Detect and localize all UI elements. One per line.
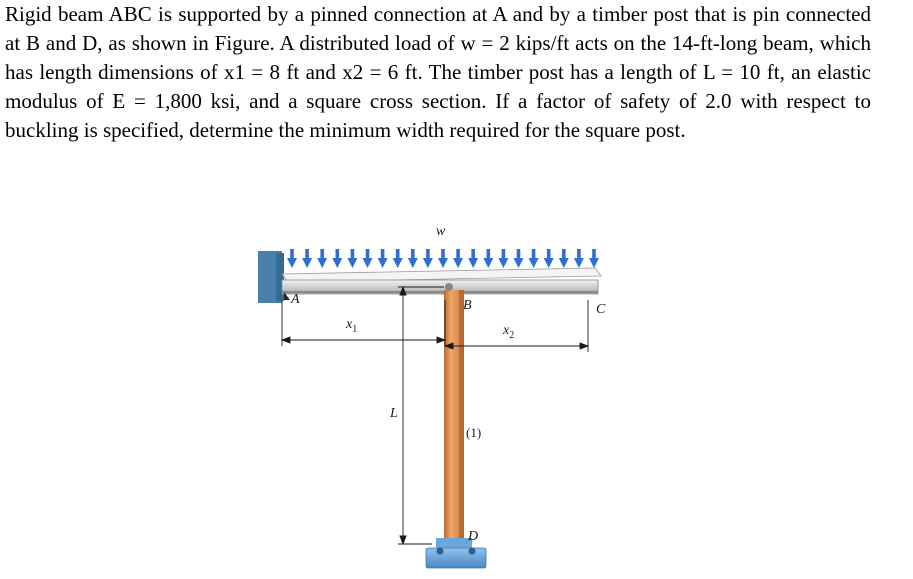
load-arrow-icon xyxy=(290,249,294,259)
load-arrow-head-icon xyxy=(559,258,569,268)
load-arrow-icon xyxy=(592,249,596,259)
load-arrow-head-icon xyxy=(393,258,403,268)
load-arrow-icon xyxy=(441,249,445,259)
load-arrow-head-icon xyxy=(347,258,357,268)
load-arrow-head-icon xyxy=(529,258,539,268)
load-arrow-head-icon xyxy=(378,258,388,268)
x1-label: $x_1$ xyxy=(346,317,358,335)
point-d-label: D xyxy=(468,529,479,544)
wall-support xyxy=(258,251,284,303)
load-arrow-icon xyxy=(366,249,370,259)
load-arrow-icon xyxy=(305,249,309,259)
member-label: (1) xyxy=(466,425,482,440)
load-arrow-head-icon xyxy=(589,258,599,268)
load-arrow-icon xyxy=(517,249,521,259)
load-arrow-icon xyxy=(532,249,536,259)
distributed-load-arrows xyxy=(287,249,599,268)
load-arrow-head-icon xyxy=(302,258,312,268)
load-arrow-icon xyxy=(320,249,324,259)
load-arrow-head-icon xyxy=(423,258,433,268)
point-c-label: C xyxy=(596,302,606,317)
length-label: L xyxy=(390,406,398,421)
load-arrow-icon xyxy=(487,249,491,259)
load-arrow-icon xyxy=(411,249,415,259)
load-arrow-head-icon xyxy=(363,258,373,268)
load-arrow-head-icon xyxy=(498,258,508,268)
beam-abc xyxy=(282,268,601,294)
load-arrow-icon xyxy=(426,249,430,259)
load-arrow-head-icon xyxy=(453,258,463,268)
load-arrow-head-icon xyxy=(317,258,327,268)
load-arrow-head-icon xyxy=(574,258,584,268)
point-b-label: B xyxy=(463,298,472,313)
load-arrow-icon xyxy=(502,249,506,259)
x2-label: $x_2$ xyxy=(503,323,515,341)
load-arrow-head-icon xyxy=(483,258,493,268)
load-label: w xyxy=(436,224,446,239)
load-arrow-head-icon xyxy=(332,258,342,268)
load-arrow-icon xyxy=(577,249,581,259)
load-arrow-head-icon xyxy=(544,258,554,268)
load-arrow-head-icon xyxy=(514,258,524,268)
load-arrow-head-icon xyxy=(468,258,478,268)
load-arrow-icon xyxy=(381,249,385,259)
load-arrow-icon xyxy=(547,249,551,259)
problem-statement: Rigid beam ABC is supported by a pinned connection at A and by a timber post that is pin connected at B and D, as shown in Figure. A distributed load of w = 2 kips/ft acts on the 14-ft-long beam, which has length dimensions of x1 = 8 ft and x2 = 6 ft. The timber post has a length of L = 10 ft, an elastic modulus of E = 1,800 ksi, and a square cross section. If a factor of safety of 2.0 with respect to buckling is specified, determine the minimum width required for the square post. xyxy=(5,2,871,142)
load-arrow-head-icon xyxy=(408,258,418,268)
load-arrow-icon xyxy=(456,249,460,259)
dimension-lines xyxy=(282,287,588,544)
load-arrow-head-icon xyxy=(287,258,297,268)
point-a-label: A xyxy=(291,292,300,307)
timber-post xyxy=(444,283,464,538)
load-arrow-icon xyxy=(336,249,340,259)
load-arrow-icon xyxy=(396,249,400,259)
load-arrow-icon xyxy=(562,249,566,259)
load-arrow-head-icon xyxy=(438,258,448,268)
load-arrow-icon xyxy=(351,249,355,259)
load-arrow-icon xyxy=(471,249,475,259)
